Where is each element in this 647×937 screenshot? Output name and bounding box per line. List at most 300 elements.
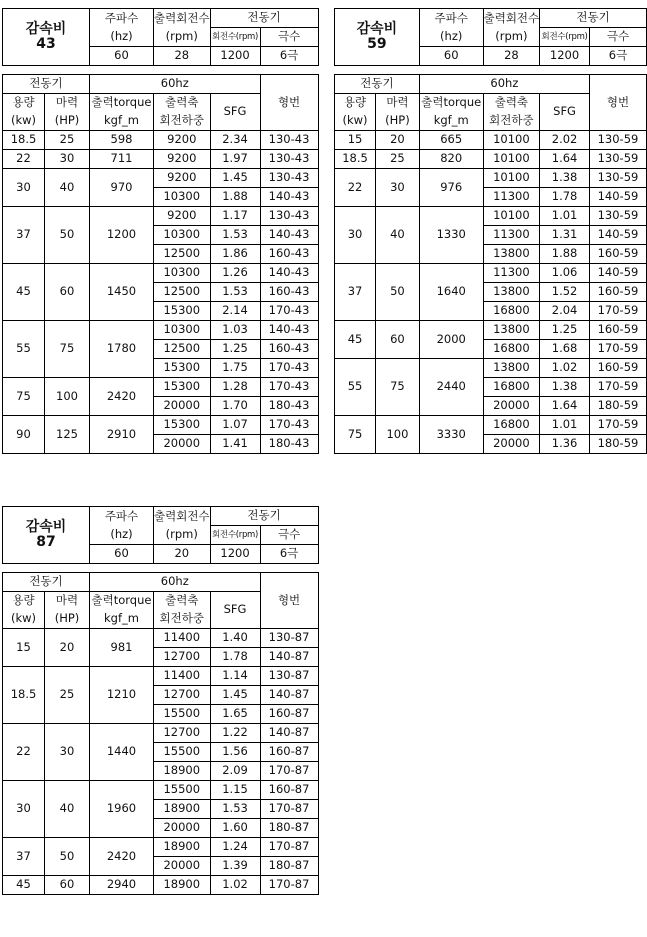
model-cell: 160-59: [589, 321, 646, 340]
torque-cell: 3330: [419, 416, 483, 454]
motor-speed-value: 1200: [210, 47, 260, 66]
load-cell: 11400: [154, 667, 211, 686]
load-cell: 18900: [154, 876, 211, 895]
load-cell: 11400: [154, 629, 211, 648]
freq-value: 60: [419, 47, 483, 66]
hp-cell: 30: [45, 724, 90, 781]
kw-cell: 37: [3, 207, 45, 264]
sfg-cell: 2.02: [540, 131, 590, 150]
model-cell: 170-59: [589, 378, 646, 397]
torque-cell: 1210: [90, 667, 154, 724]
sfg-cell: 1.52: [540, 283, 590, 302]
torque-cell: 981: [90, 629, 154, 667]
spec-table-59: [334, 8, 647, 454]
sfg-cell: 1.36: [540, 435, 590, 454]
load-cell: 10300: [154, 321, 211, 340]
torque-header: 출력torque: [90, 592, 154, 611]
torque-header: 출력torque: [90, 94, 154, 113]
freq-unit: (hz): [90, 28, 154, 47]
spec-table-43: [2, 8, 319, 454]
ratio-value: 43: [36, 36, 56, 52]
spacer: [335, 66, 647, 75]
torque-cell: 1960: [90, 781, 154, 838]
table-row: [3, 876, 319, 895]
motor-label: 전동기: [210, 507, 318, 526]
motor-header: 전동기: [3, 573, 90, 592]
sfg-cell: 1.75: [210, 359, 260, 378]
load-cell: 11300: [483, 264, 540, 283]
load-cell: 10300: [154, 188, 211, 207]
sfg-cell: 1.14: [210, 667, 260, 686]
torque-cell: 598: [90, 131, 154, 150]
freq-unit: (hz): [90, 526, 154, 545]
model-cell: 170-87: [260, 838, 318, 857]
out-speed-unit: (rpm): [154, 526, 211, 545]
model-header: 형번: [589, 75, 646, 131]
model-cell: 170-43: [260, 302, 318, 321]
sfg-cell: 1.45: [210, 169, 260, 188]
hp-cell: 50: [45, 207, 90, 264]
model-cell: 160-43: [260, 340, 318, 359]
kw-cell: 15: [335, 131, 376, 150]
hp-unit: (HP): [45, 112, 90, 131]
out-speed-value: 20: [154, 545, 211, 564]
freq-value: 60: [90, 545, 154, 564]
model-cell: 140-87: [260, 648, 318, 667]
model-cell: 170-87: [260, 762, 318, 781]
load-cell: 16800: [483, 302, 540, 321]
torque-unit: kgf_m: [90, 112, 154, 131]
sfg-cell: 1.07: [210, 416, 260, 435]
model-cell: 170-59: [589, 302, 646, 321]
load-cell: 10300: [154, 226, 211, 245]
sfg-cell: 1.70: [210, 397, 260, 416]
sfg-cell: 1.97: [210, 150, 260, 169]
load-cell: 9200: [154, 150, 211, 169]
hp-cell: 50: [45, 838, 90, 876]
spacer: [3, 564, 319, 573]
out-speed-label: 출력회전수: [483, 9, 540, 28]
model-cell: 160-87: [260, 743, 318, 762]
load-cell: 16800: [483, 378, 540, 397]
motor-speed-value: 1200: [210, 545, 260, 564]
kw-cell: 37: [335, 264, 376, 321]
ratio-label: 감속비: [25, 21, 67, 37]
sfg-cell: 1.60: [210, 819, 260, 838]
torque-cell: 1640: [419, 264, 483, 321]
load-cell: 10100: [483, 150, 540, 169]
sfg-cell: 1.53: [210, 226, 260, 245]
load-cell: 15300: [154, 359, 211, 378]
sfg-cell: 1.24: [210, 838, 260, 857]
motor-label: 전동기: [210, 9, 318, 28]
kw-cell: 30: [3, 781, 45, 838]
load-cell: 13800: [483, 359, 540, 378]
freq-value: 60: [90, 47, 154, 66]
torque-cell: 665: [419, 131, 483, 150]
hp-header: 마력: [376, 94, 420, 113]
sfg-cell: 1.86: [210, 245, 260, 264]
table-row: [3, 378, 319, 397]
model-cell: 160-59: [589, 283, 646, 302]
poles-label: 극수: [260, 28, 318, 47]
model-cell: 160-87: [260, 781, 318, 800]
torque-unit: kgf_m: [419, 112, 483, 131]
sfg-cell: 1.17: [210, 207, 260, 226]
sfg-cell: 1.15: [210, 781, 260, 800]
torque-unit: kgf_m: [90, 610, 154, 629]
hp-cell: 40: [376, 207, 420, 264]
hp-cell: 20: [45, 629, 90, 667]
load-cell: 9200: [154, 169, 211, 188]
torque-cell: 1780: [90, 321, 154, 378]
motor-speed-label: 회전수(rpm): [210, 28, 260, 47]
model-cell: 130-43: [260, 207, 318, 226]
sfg-cell: 1.88: [540, 245, 590, 264]
load-cell: 9200: [154, 131, 211, 150]
sfg-cell: 1.25: [210, 340, 260, 359]
sfg-cell: 1.78: [540, 188, 590, 207]
model-cell: 180-87: [260, 857, 318, 876]
hp-cell: 50: [376, 264, 420, 321]
model-cell: 130-59: [589, 207, 646, 226]
model-cell: 140-43: [260, 321, 318, 340]
sfg-cell: 1.02: [210, 876, 260, 895]
model-cell: 180-59: [589, 397, 646, 416]
load-cell: 16800: [483, 340, 540, 359]
ratio-label: 감속비: [25, 519, 67, 535]
hp-cell: 100: [376, 416, 420, 454]
motor-speed-label: 회전수(rpm): [210, 526, 260, 545]
freq-label: 주파수: [90, 507, 154, 526]
load-header: 출력축: [483, 94, 540, 113]
load-cell: 15300: [154, 416, 211, 435]
table-row: [3, 416, 319, 435]
ratio-value: 59: [367, 36, 387, 52]
sfg-cell: 1.53: [210, 800, 260, 819]
model-cell: 140-43: [260, 264, 318, 283]
ratio-title: [3, 9, 90, 66]
out-speed-label: 출력회전수: [154, 9, 211, 28]
load-cell: 13800: [483, 245, 540, 264]
model-cell: 140-59: [589, 264, 646, 283]
kw-cell: 22: [335, 169, 376, 207]
table-row: [3, 667, 319, 686]
sfg-cell: 1.56: [210, 743, 260, 762]
sfg-cell: 1.26: [210, 264, 260, 283]
model-cell: 160-43: [260, 245, 318, 264]
kw-cell: 18.5: [335, 150, 376, 169]
spacer: [3, 66, 319, 75]
kw-cell: 90: [3, 416, 45, 454]
table-row: [3, 781, 319, 800]
sfg-cell: 1.40: [210, 629, 260, 648]
kw-cell: 18.5: [3, 131, 45, 150]
sfg-cell: 2.34: [210, 131, 260, 150]
torque-cell: 2940: [90, 876, 154, 895]
load-cell: 12500: [154, 245, 211, 264]
table-row: [3, 207, 319, 226]
load-cell: 12700: [154, 648, 211, 667]
torque-header: 출력torque: [419, 94, 483, 113]
ratio-label: 감속비: [356, 21, 398, 37]
table-row: [335, 169, 647, 188]
hp-cell: 75: [45, 321, 90, 378]
hz-header: 60hz: [419, 75, 589, 94]
model-cell: 130-43: [260, 169, 318, 188]
freq-label: 주파수: [419, 9, 483, 28]
capacity-header: 용량: [3, 94, 45, 113]
model-header: 형번: [260, 75, 318, 131]
sfg-header: SFG: [540, 94, 590, 131]
torque-cell: 970: [90, 169, 154, 207]
hp-cell: 60: [45, 264, 90, 321]
kw-cell: 22: [3, 150, 45, 169]
sfg-cell: 1.38: [540, 378, 590, 397]
sfg-cell: 1.01: [540, 207, 590, 226]
kw-cell: 75: [3, 378, 45, 416]
hp-header: 마력: [45, 94, 90, 113]
model-cell: 170-43: [260, 416, 318, 435]
ratio-value: 87: [36, 534, 56, 550]
torque-cell: 1330: [419, 207, 483, 264]
sfg-cell: 1.25: [540, 321, 590, 340]
out-speed-unit: (rpm): [483, 28, 540, 47]
load-cell: 15300: [154, 302, 211, 321]
model-cell: 160-59: [589, 359, 646, 378]
motor-speed-value: 1200: [540, 47, 590, 66]
ratio-title: [3, 507, 90, 564]
load-cell: 10100: [483, 131, 540, 150]
out-speed-value: 28: [483, 47, 540, 66]
load-cell: 15500: [154, 705, 211, 724]
poles-value: 6극: [260, 47, 318, 66]
load-header: 출력축: [154, 592, 211, 611]
poles-value: 6극: [260, 545, 318, 564]
load-cell: 15300: [154, 378, 211, 397]
load-cell: 13800: [483, 283, 540, 302]
table-row: [3, 169, 319, 188]
sfg-cell: 1.03: [210, 321, 260, 340]
load-header-2: 회전하중: [483, 112, 540, 131]
spec-table-87: [2, 506, 319, 895]
model-cell: 180-59: [589, 435, 646, 454]
table-row: [335, 150, 647, 169]
model-cell: 180-43: [260, 435, 318, 454]
capacity-header: 용량: [335, 94, 376, 113]
table-row: [3, 150, 319, 169]
load-cell: 12500: [154, 340, 211, 359]
poles-value: 6극: [589, 47, 646, 66]
table-row: [335, 207, 647, 226]
kw-cell: 15: [3, 629, 45, 667]
load-cell: 9200: [154, 207, 211, 226]
sfg-header: SFG: [210, 94, 260, 131]
torque-cell: 2420: [90, 378, 154, 416]
kw-cell: 18.5: [3, 667, 45, 724]
load-cell: 10100: [483, 207, 540, 226]
out-speed-label: 출력회전수: [154, 507, 211, 526]
sfg-cell: 2.09: [210, 762, 260, 781]
hp-cell: 75: [376, 359, 420, 416]
model-cell: 140-59: [589, 188, 646, 207]
model-cell: 170-43: [260, 378, 318, 397]
model-cell: 160-87: [260, 705, 318, 724]
ratio-title: [335, 9, 420, 66]
kw-cell: 75: [335, 416, 376, 454]
freq-label: 주파수: [90, 9, 154, 28]
model-cell: 130-59: [589, 150, 646, 169]
poles-label: 극수: [589, 28, 646, 47]
kw-cell: 45: [335, 321, 376, 359]
out-speed-unit: (rpm): [154, 28, 211, 47]
model-cell: 160-59: [589, 245, 646, 264]
load-cell: 15500: [154, 781, 211, 800]
load-cell: 20000: [154, 397, 211, 416]
sfg-cell: 1.38: [540, 169, 590, 188]
torque-cell: 1440: [90, 724, 154, 781]
hp-cell: 40: [45, 169, 90, 207]
motor-header: 전동기: [3, 75, 90, 94]
load-cell: 18900: [154, 762, 211, 781]
sfg-cell: 1.28: [210, 378, 260, 397]
sfg-cell: 1.88: [210, 188, 260, 207]
load-cell: 12500: [154, 283, 211, 302]
model-cell: 130-43: [260, 131, 318, 150]
model-cell: 170-87: [260, 800, 318, 819]
model-cell: 140-43: [260, 226, 318, 245]
torque-cell: 1450: [90, 264, 154, 321]
torque-cell: 2420: [90, 838, 154, 876]
hp-cell: 60: [45, 876, 90, 895]
load-cell: 18900: [154, 838, 211, 857]
hp-cell: 20: [376, 131, 420, 150]
sfg-cell: 1.31: [540, 226, 590, 245]
hp-cell: 25: [45, 667, 90, 724]
capacity-unit: (kw): [3, 112, 45, 131]
poles-label: 극수: [260, 526, 318, 545]
hp-cell: 25: [376, 150, 420, 169]
motor-label: 전동기: [540, 9, 647, 28]
torque-cell: 2000: [419, 321, 483, 359]
kw-cell: 45: [3, 876, 45, 895]
model-cell: 130-87: [260, 667, 318, 686]
sfg-header: SFG: [210, 592, 260, 629]
motor-header: 전동기: [335, 75, 420, 94]
load-cell: 16800: [483, 416, 540, 435]
load-cell: 12700: [154, 686, 211, 705]
table-row: [3, 264, 319, 283]
load-cell: 13800: [483, 321, 540, 340]
load-cell: 11300: [483, 188, 540, 207]
model-cell: 130-87: [260, 629, 318, 648]
sfg-cell: 1.65: [210, 705, 260, 724]
sfg-cell: 1.39: [210, 857, 260, 876]
load-cell: 11300: [483, 226, 540, 245]
table-row: [335, 264, 647, 283]
load-cell: 10300: [154, 264, 211, 283]
table-row: [3, 131, 319, 150]
hp-cell: 60: [376, 321, 420, 359]
model-cell: 160-43: [260, 283, 318, 302]
model-cell: 140-87: [260, 724, 318, 743]
table-row: [3, 321, 319, 340]
table-row: [3, 724, 319, 743]
hz-header: 60hz: [90, 75, 261, 94]
sfg-cell: 1.64: [540, 150, 590, 169]
model-cell: 130-43: [260, 150, 318, 169]
hp-unit: (HP): [376, 112, 420, 131]
table-row: [335, 131, 647, 150]
load-header: 출력축: [154, 94, 211, 113]
load-cell: 20000: [483, 397, 540, 416]
model-cell: 180-43: [260, 397, 318, 416]
table-row: [335, 321, 647, 340]
torque-cell: 2910: [90, 416, 154, 454]
kw-cell: 30: [335, 207, 376, 264]
model-cell: 180-87: [260, 819, 318, 838]
hp-cell: 100: [45, 378, 90, 416]
hp-cell: 30: [45, 150, 90, 169]
load-cell: 20000: [154, 819, 211, 838]
sfg-cell: 1.68: [540, 340, 590, 359]
sfg-cell: 1.01: [540, 416, 590, 435]
model-cell: 140-43: [260, 188, 318, 207]
sfg-cell: 1.45: [210, 686, 260, 705]
model-cell: 130-59: [589, 169, 646, 188]
hp-unit: (HP): [45, 610, 90, 629]
model-cell: 170-43: [260, 359, 318, 378]
torque-cell: 2440: [419, 359, 483, 416]
load-cell: 12700: [154, 724, 211, 743]
kw-cell: 22: [3, 724, 45, 781]
model-cell: 170-87: [260, 876, 318, 895]
load-cell: 20000: [154, 435, 211, 454]
table-row: [3, 629, 319, 648]
table-row: [335, 359, 647, 378]
load-cell: 15500: [154, 743, 211, 762]
sfg-cell: 1.53: [210, 283, 260, 302]
kw-cell: 45: [3, 264, 45, 321]
table-row: [335, 416, 647, 435]
model-cell: 170-59: [589, 416, 646, 435]
hz-header: 60hz: [90, 573, 261, 592]
hp-header: 마력: [45, 592, 90, 611]
motor-speed-label: 회전수(rpm): [540, 28, 590, 47]
model-cell: 130-59: [589, 131, 646, 150]
kw-cell: 55: [335, 359, 376, 416]
kw-cell: 55: [3, 321, 45, 378]
sfg-cell: 2.14: [210, 302, 260, 321]
model-cell: 140-87: [260, 686, 318, 705]
capacity-header: 용량: [3, 592, 45, 611]
sfg-cell: 1.41: [210, 435, 260, 454]
hp-cell: 40: [45, 781, 90, 838]
kw-cell: 30: [3, 169, 45, 207]
load-header-2: 회전하중: [154, 610, 211, 629]
capacity-unit: (kw): [3, 610, 45, 629]
load-cell: 20000: [483, 435, 540, 454]
torque-cell: 1200: [90, 207, 154, 264]
torque-cell: 820: [419, 150, 483, 169]
sfg-cell: 1.78: [210, 648, 260, 667]
load-cell: 20000: [154, 857, 211, 876]
freq-unit: (hz): [419, 28, 483, 47]
out-speed-value: 28: [154, 47, 211, 66]
hp-cell: 30: [376, 169, 420, 207]
kw-cell: 37: [3, 838, 45, 876]
model-cell: 140-59: [589, 226, 646, 245]
